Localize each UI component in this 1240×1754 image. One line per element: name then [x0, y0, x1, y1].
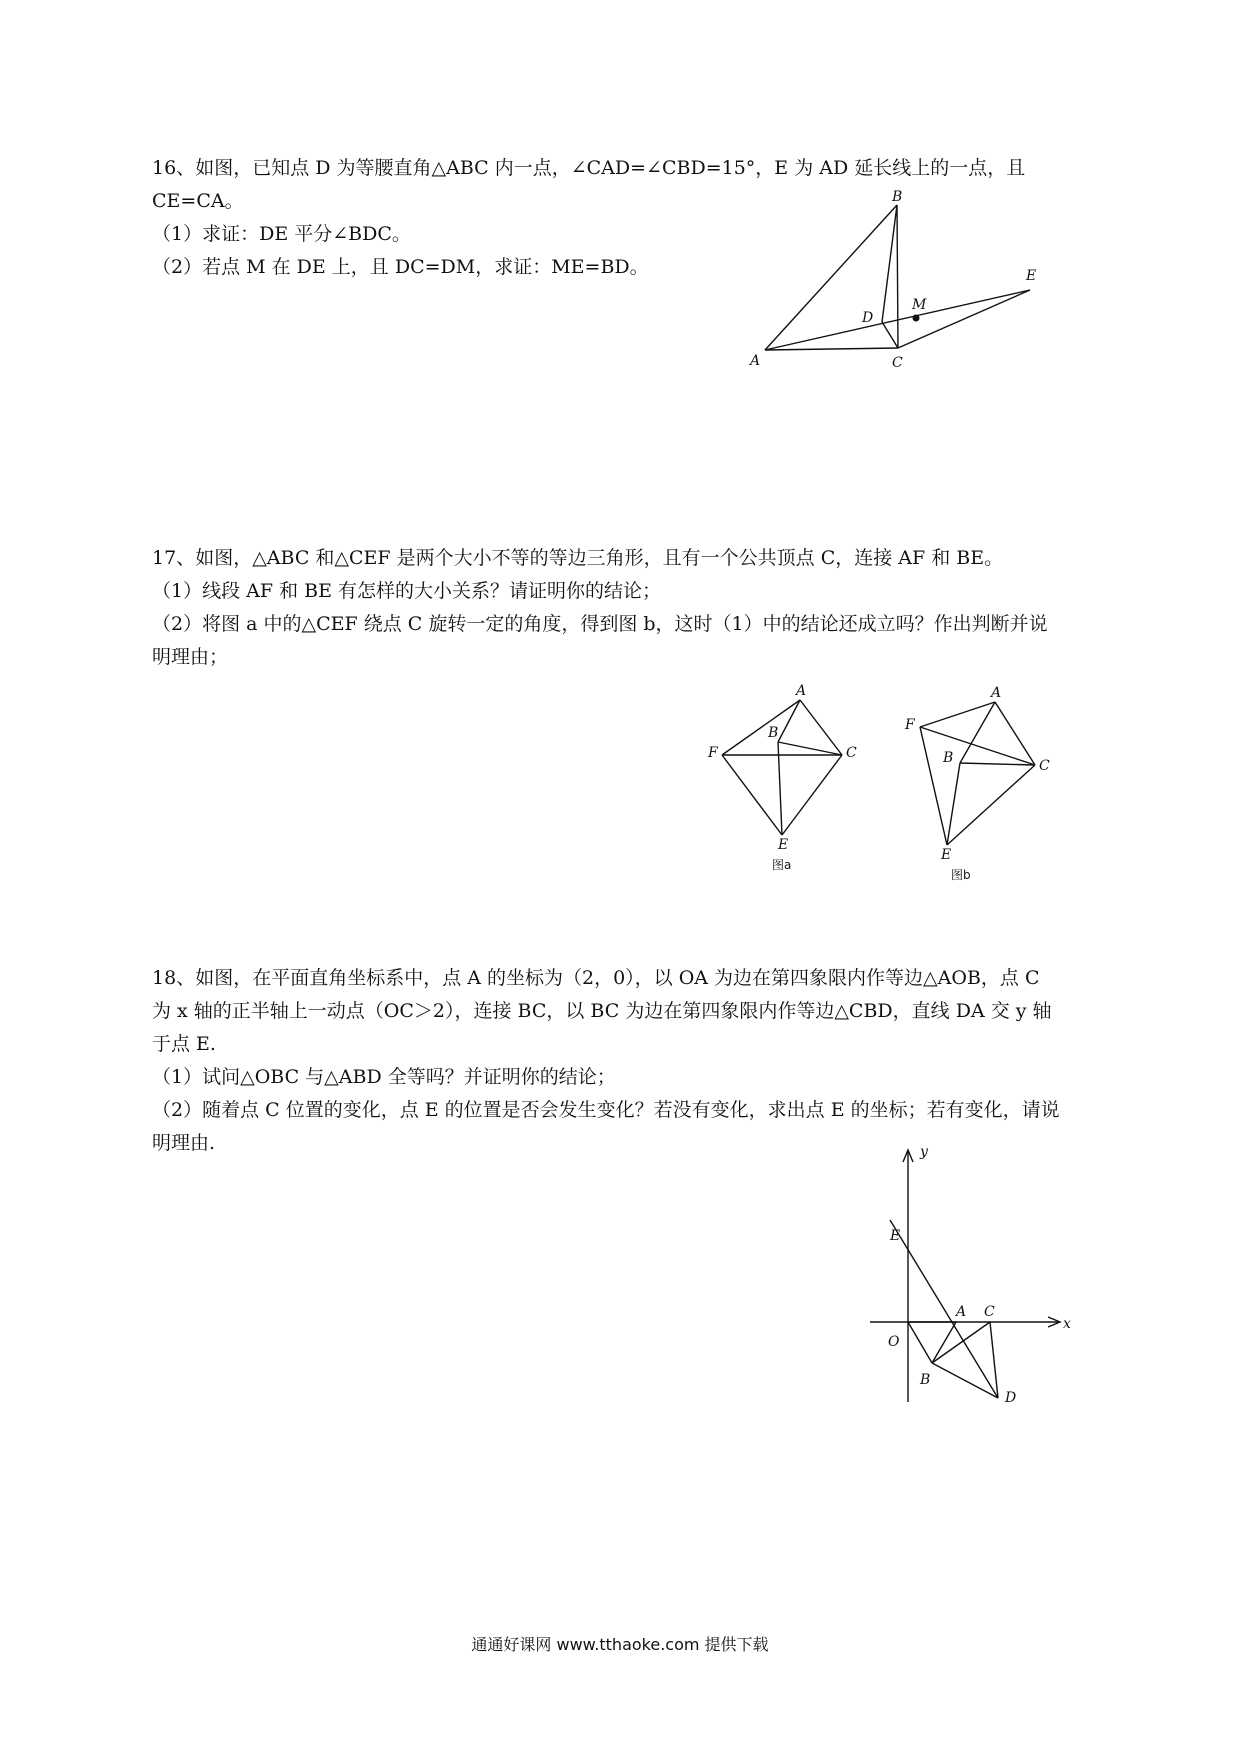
- fig18-label-c: C: [984, 1304, 995, 1320]
- fig17b-label-e: E: [941, 847, 952, 863]
- fig17a-label-c: C: [846, 745, 857, 761]
- footer-text: 通通好课网 www.tthaoke.com 提供下载: [471, 1635, 769, 1654]
- problem-17-part-2: （2）将图 a 中的△CEF 绕点 C 旋转一定的角度，得到图 b，这时（1）中的结论还成立吗？作出判断并说明理由；: [152, 613, 1048, 668]
- problem-17-stem: 17、如图，△ABC 和△CEF 是两个大小不等的等边三角形，且有一个公共顶点 C，连接 AF 和 BE。: [152, 547, 1004, 569]
- fig18-label-o: O: [888, 1334, 900, 1350]
- problem-18-part-1: （1）试问△OBC 与△ABD 全等吗？并证明你的结论；: [152, 1066, 616, 1088]
- fig18-label-d: D: [1005, 1390, 1017, 1406]
- fig16-label-d: D: [862, 310, 874, 326]
- problem-18-part-2: （2）随着点 C 位置的变化，点 E 的位置是否会发生变化？若没有变化，求出点 E 的坐标；若有变化，请说明理由.: [152, 1099, 1060, 1154]
- problem-16-part-1: （1）求证：DE 平分∠BDC。: [152, 223, 411, 245]
- figure-17a: [700, 685, 870, 880]
- fig16-label-e: E: [1026, 268, 1037, 284]
- fig16-label-m: M: [912, 297, 927, 313]
- fig17a-label-f: F: [708, 745, 718, 761]
- problem-16-part-2: （2）若点 M 在 DE 上，且 DC=DM，求证：ME=BD。: [152, 256, 649, 278]
- fig17b-label-a: A: [991, 685, 1002, 701]
- fig17b-caption: 图b: [951, 868, 971, 882]
- problem-17: [152, 542, 1060, 674]
- fig18-label-a: A: [956, 1304, 967, 1320]
- fig18-label-y: y: [920, 1144, 928, 1160]
- figure-16: [740, 189, 1050, 375]
- fig17b-label-b: B: [943, 750, 954, 766]
- problem-18-stem: 18、如图，在平面直角坐标系中，点 A 的坐标为（2，0），以 OA 为边在第四象限内作等边△AOB，点 C 为 x 轴的正半轴上一动点（OC＞2），连接 BC，以 BC 为边在第四象限内作等边△CBD，直线 DA 交 y 轴于点 E.: [152, 967, 1052, 1055]
- fig18-label-b: B: [920, 1372, 931, 1388]
- problem-18: [152, 962, 1060, 1160]
- fig16-label-b: B: [892, 189, 903, 205]
- fig16-label-c: C: [892, 355, 903, 371]
- fig17b-label-c: C: [1039, 758, 1050, 774]
- problem-16-stem: 16、如图，已知点 D 为等腰直角△ABC 内一点，∠CAD=∠CBD=15°，E 为 AD 延长线上的一点，且 CE=CA。: [152, 157, 1026, 212]
- figure-17b: [895, 685, 1070, 885]
- fig17b-label-f: F: [905, 717, 915, 733]
- fig17a-label-b: B: [768, 725, 779, 741]
- fig17a-label-a: A: [796, 683, 807, 699]
- fig17a-label-e: E: [778, 837, 789, 853]
- fig16-label-a: A: [750, 353, 761, 369]
- figure-18: [860, 1140, 1080, 1410]
- fig18-label-e: E: [890, 1228, 901, 1244]
- problem-17-part-1: （1）线段 AF 和 BE 有怎样的大小关系？请证明你的结论；: [152, 580, 661, 602]
- fig17a-caption: 图a: [772, 858, 792, 872]
- fig18-label-x: x: [1063, 1316, 1071, 1332]
